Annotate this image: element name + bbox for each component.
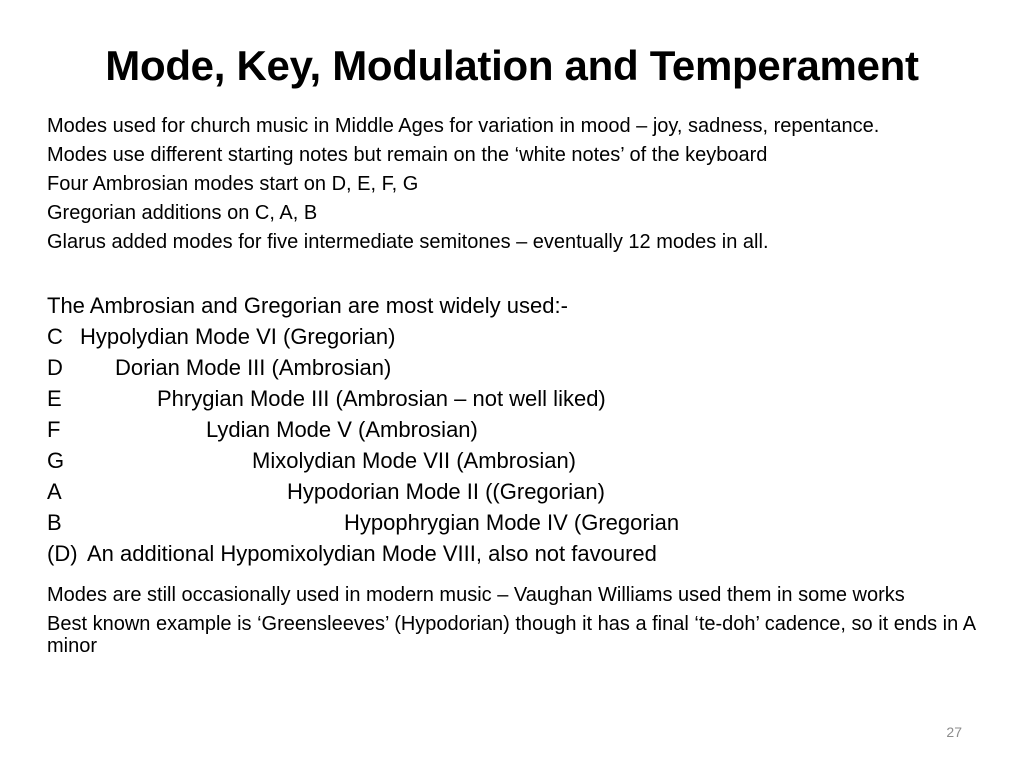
mode-note: B <box>47 510 62 535</box>
mode-note: C <box>47 324 63 349</box>
closing-paragraph: Modes are still occasionally used in modern music – Vaughan Williams used them in some works <box>47 584 905 606</box>
intro-paragraph: Gregorian additions on C, A, B <box>47 202 318 224</box>
modes-heading-text: The Ambrosian and Gregorian are most widely used:- <box>47 293 568 318</box>
intro-paragraph: Four Ambrosian modes start on D, E, F, G <box>47 173 419 195</box>
intro-block <box>47 115 977 260</box>
mode-row-e <box>47 385 977 416</box>
mode-note: (D) <box>47 541 78 566</box>
mode-description: An additional Hypomixolydian Mode VIII, also not favoured <box>87 541 657 566</box>
mode-row-g <box>47 447 977 478</box>
mode-note: E <box>47 386 62 411</box>
modes-block <box>47 292 977 571</box>
slide-title: Mode, Key, Modulation and Temperament <box>105 42 919 89</box>
mode-row-f <box>47 416 977 447</box>
modes-heading <box>47 292 977 323</box>
mode-description: Phrygian Mode III (Ambrosian – not well liked) <box>157 386 606 411</box>
mode-note: A <box>47 479 62 504</box>
intro-paragraph: Glarus added modes for five intermediate semitones – eventually 12 modes in all. <box>47 231 769 253</box>
intro-paragraph: Modes use different starting notes but remain on the ‘white notes’ of the keyboard <box>47 144 768 166</box>
mode-note: D <box>47 355 63 380</box>
closing-block <box>47 584 977 664</box>
mode-description: Hypodorian Mode II ((Gregorian) <box>287 479 605 504</box>
mode-row-a <box>47 478 977 509</box>
closing-paragraph: Best known example is ‘Greensleeves’ (Hypodorian) though it has a final ‘te-doh’ cadence, so it ends in A minor <box>47 613 975 657</box>
mode-row-c <box>47 323 977 354</box>
mode-description: Mixolydian Mode VII (Ambrosian) <box>252 448 577 473</box>
page-number: 27 <box>946 724 962 740</box>
mode-note: G <box>47 448 65 473</box>
mode-note: F <box>47 417 61 442</box>
mode-row-d <box>47 354 977 385</box>
mode-row-b <box>47 509 977 540</box>
intro-paragraph: Modes used for church music in Middle Ages for variation in mood – joy, sadness, repentance. <box>47 115 880 137</box>
mode-description: Hypolydian Mode VI (Gregorian) <box>80 324 396 349</box>
mode-row-d-additional <box>47 540 977 571</box>
mode-description: Lydian Mode V (Ambrosian) <box>206 417 478 442</box>
mode-description: Dorian Mode III (Ambrosian) <box>115 355 392 380</box>
mode-description: Hypophrygian Mode IV (Gregorian <box>344 510 680 535</box>
